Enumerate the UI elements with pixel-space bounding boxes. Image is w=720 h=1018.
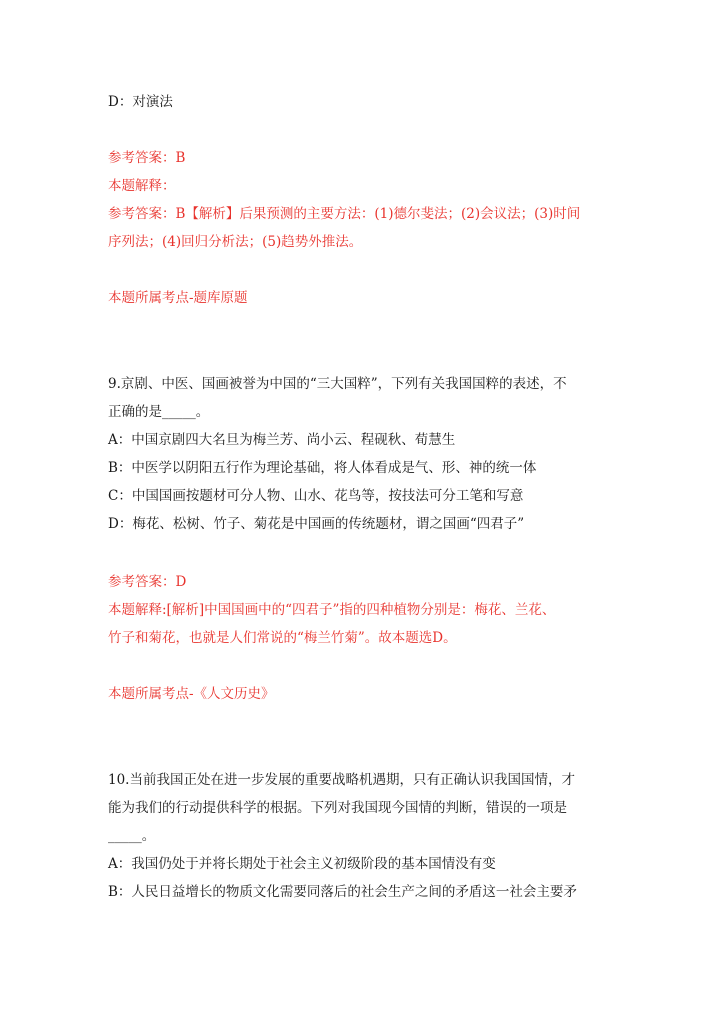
q9-category: 本题所属考点-《人文历史》	[108, 686, 275, 702]
prev-option-d: D：对演法	[108, 94, 173, 110]
q10-stem-line2: 能为我们的行动提供科学的根据。下列对我国现今国情的判断，错误的一项是	[108, 800, 567, 816]
q9-option-b: B：中医学以阴阳五行作为理论基础，将人体看成是气、形、神的统一体	[108, 460, 537, 476]
q9-option-d: D：梅花、松树、竹子、菊花是中国画的传统题材，谓之国画“四君子”	[108, 516, 525, 532]
q9-answer: 参考答案：D	[108, 574, 187, 590]
prev-explain-line1: 参考答案：B【解析】后果预测的主要方法：(1)德尔斐法；(2)会议法；(3)时间	[108, 206, 581, 222]
q9-stem-line1: 9.京剧、中医、国画被誉为中国的“三大国粹”，下列有关我国国粹的表述，不	[108, 376, 567, 392]
q9-explain-line2: 竹子和菊花，也就是人们常说的“梅兰竹菊”。故本题选D。	[108, 630, 457, 646]
q9-explain-line1: 本题解释:[解析]中国国画中的“四君子”指的四种植物分别是：梅花、兰花、	[108, 602, 556, 618]
prev-explain-line2: 序列法；(4)回归分析法；(5)趋势外推法。	[108, 234, 363, 250]
q10-option-a: A：我国仍处于并将长期处于社会主义初级阶段的基本国情没有变	[108, 856, 496, 872]
q10-option-b: B：人民日益增长的物质文化需要同落后的社会生产之间的矛盾这一社会主要矛	[108, 884, 577, 900]
q10-stem-line1: 10.当前我国正处在进一步发展的重要战略机遇期，只有正确认识我国国情，才	[108, 772, 575, 788]
q9-stem-line2: 正确的是_____。	[108, 404, 210, 420]
prev-category: 本题所属考点-题库原题	[108, 290, 248, 306]
q10-stem-line3: _____。	[108, 828, 156, 844]
q9-option-c: C：中国国画按题材可分人物、山水、花鸟等，按技法可分工笔和写意	[108, 488, 524, 504]
q9-option-a: A：中国京剧四大名旦为梅兰芳、尚小云、程砚秋、荀慧生	[108, 432, 456, 448]
prev-explain-label: 本题解释：	[108, 178, 176, 194]
prev-answer: 参考答案：B	[108, 150, 186, 166]
